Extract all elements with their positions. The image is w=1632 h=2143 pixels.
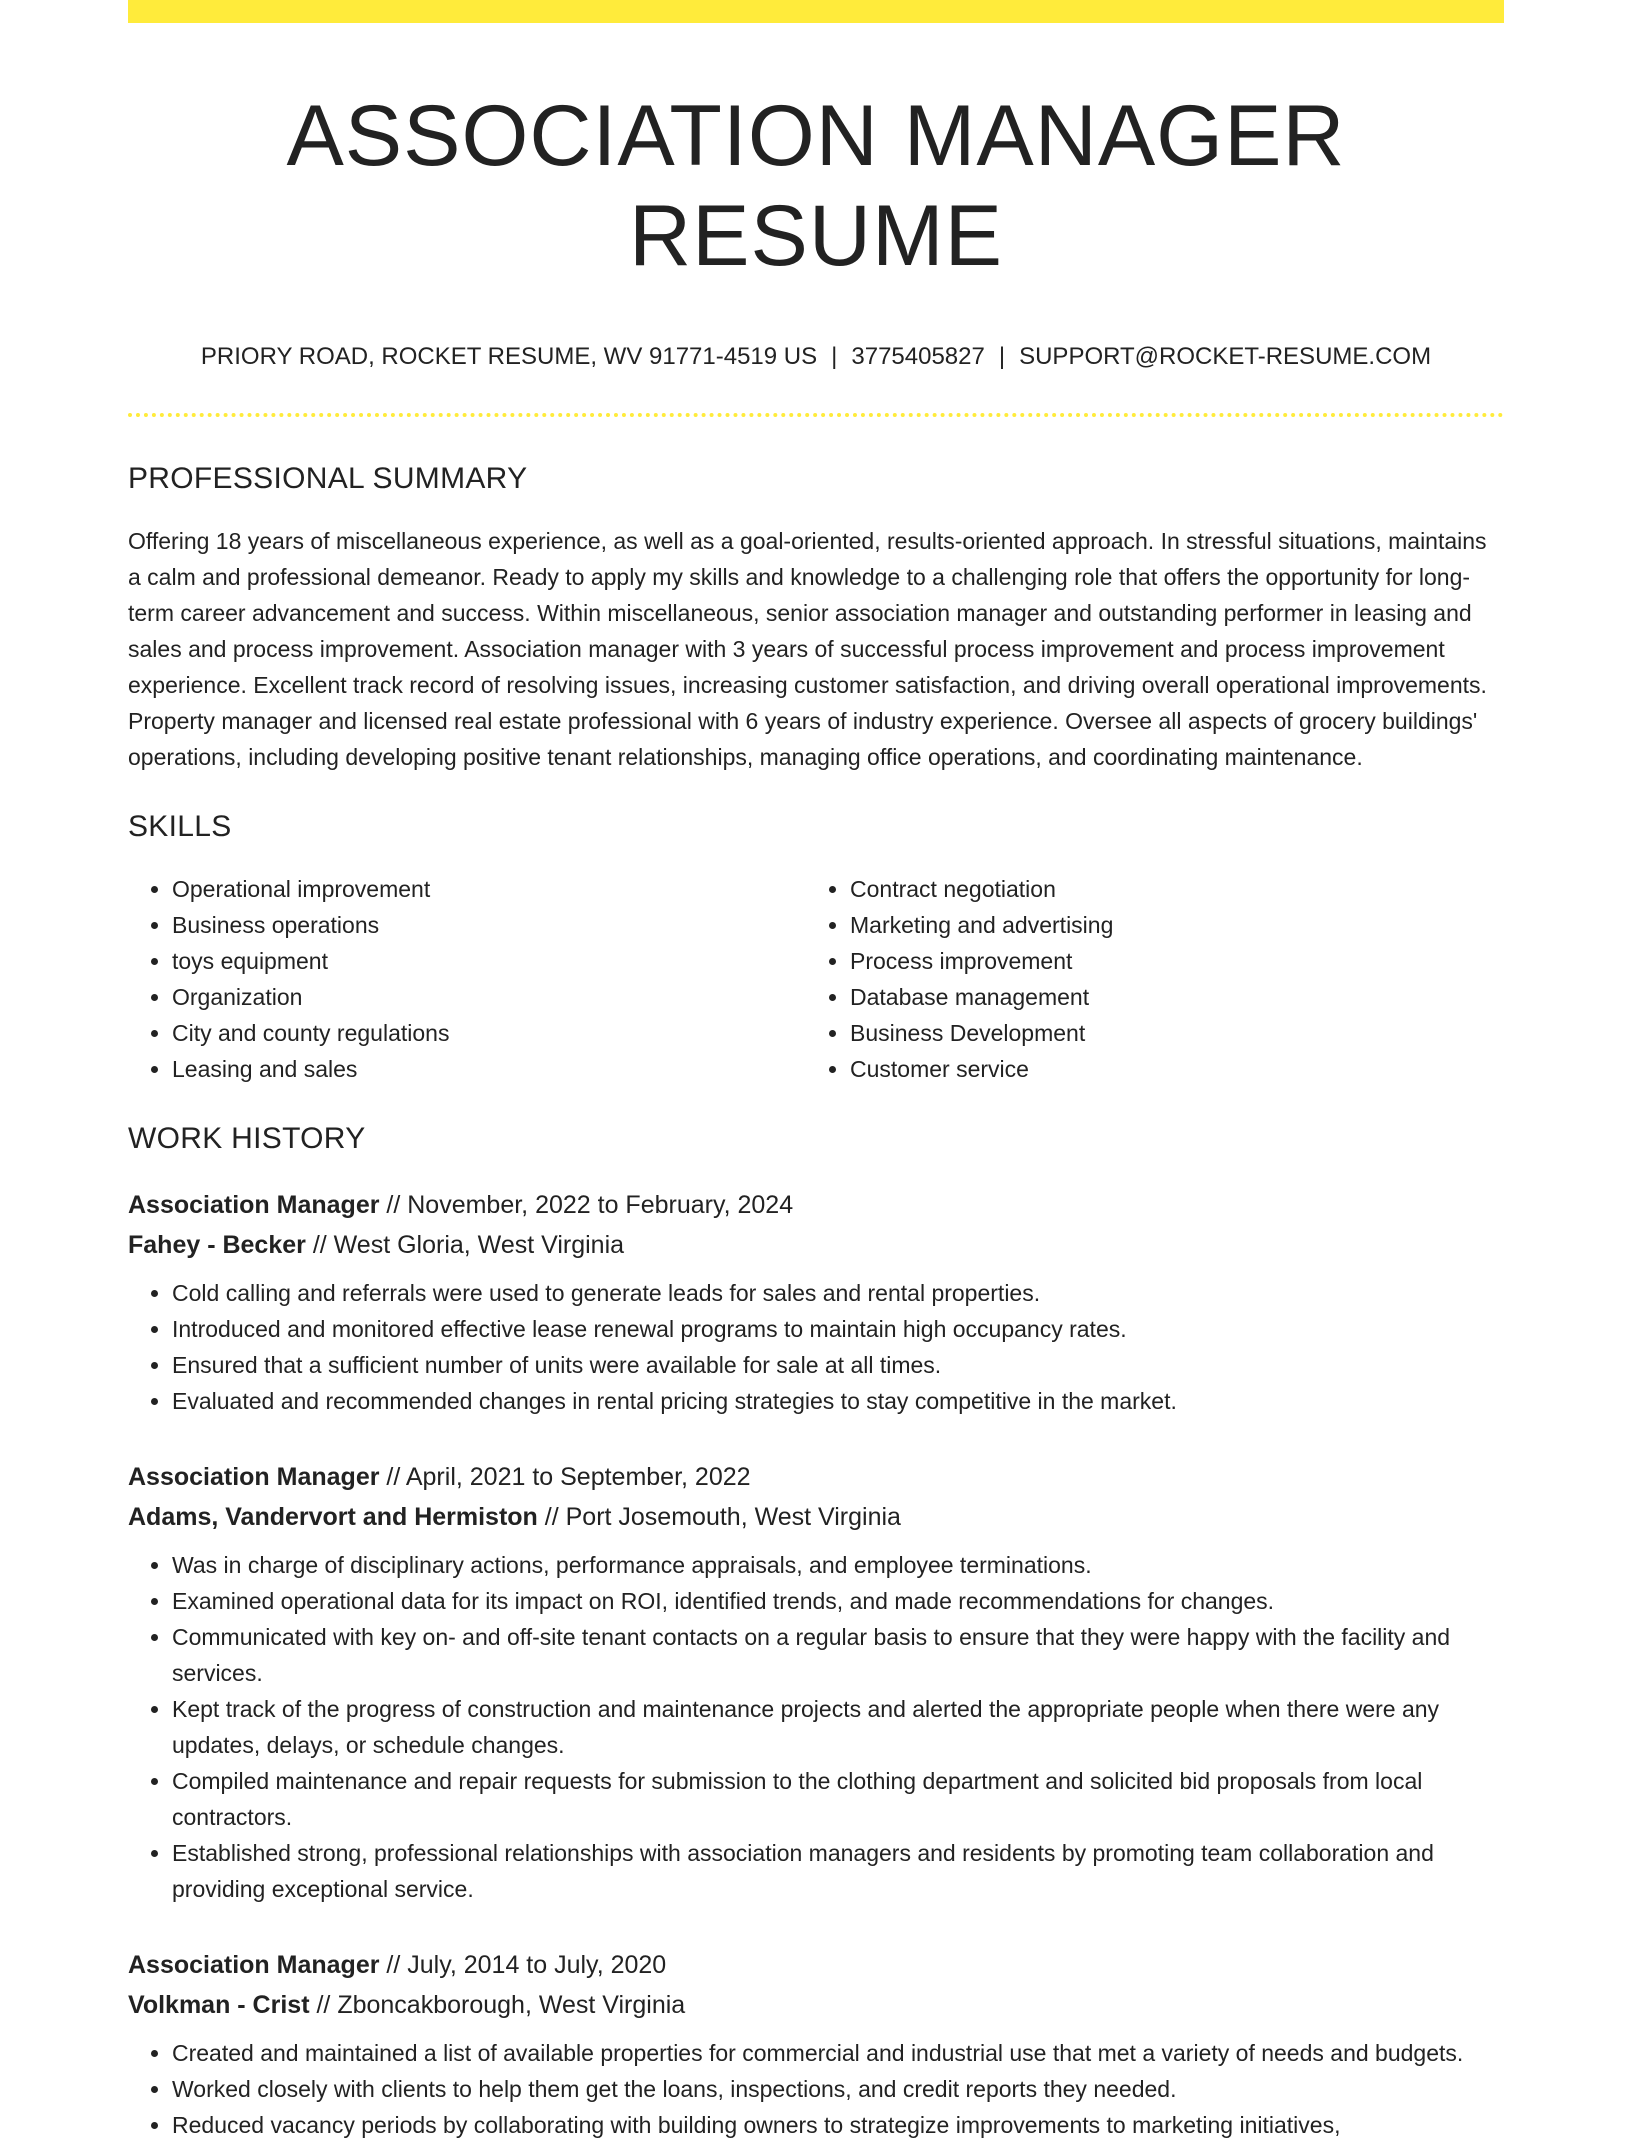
- job-location: // Port Josemouth, West Virginia: [537, 1503, 901, 1531]
- job-title-line: [128, 1457, 1504, 1497]
- job-bullets: [128, 1275, 1504, 1419]
- job-bullet: • Compiled maintenance and repair requests for submission to the clothing department and solicited bid proposals from local contractors.: [172, 1763, 1504, 1835]
- job-company: Fahey - Becker: [128, 1231, 306, 1259]
- job-dates: // April, 2021 to September, 2022: [379, 1463, 751, 1491]
- job-entry: [128, 1185, 1504, 1419]
- accent-bar: [128, 0, 1504, 23]
- skill-item: • City and county regulations: [172, 1015, 806, 1051]
- job-title: Association Manager: [128, 1951, 380, 1979]
- skill-item: • Business Development: [850, 1015, 1484, 1051]
- job-title-line: [128, 1185, 1504, 1225]
- skills-list-right: [806, 871, 1484, 1087]
- skills-heading: SKILLS: [128, 810, 232, 843]
- skill-item: • Marketing and advertising: [850, 907, 1484, 943]
- job-bullets: [128, 1547, 1504, 1907]
- skill-item: • Database management: [850, 979, 1484, 1015]
- skill-item: • Process improvement: [850, 943, 1484, 979]
- job-title: Association Manager: [128, 1191, 380, 1219]
- job-bullet: • Established strong, professional relationships with association managers and residents by promoting team collaboration and providing exceptional service.: [172, 1835, 1504, 1907]
- skills-columns: [128, 871, 1504, 1087]
- job-company: Volkman - Crist: [128, 1991, 310, 2019]
- job-dates: // July, 2014 to July, 2020: [379, 1951, 667, 1979]
- job-entry: [128, 1457, 1504, 1907]
- skill-item: • Customer service: [850, 1051, 1484, 1087]
- dotted-divider: [128, 413, 1504, 417]
- job-location: // Zboncakborough, West Virginia: [309, 1991, 686, 2019]
- contact-separator: |: [831, 343, 838, 370]
- contact-address: PRIORY ROAD, ROCKET RESUME, WV 91771-4519 US: [200, 343, 818, 370]
- job-bullets: [128, 2035, 1504, 2143]
- contact-line: [128, 342, 1504, 372]
- job-entry: [128, 1945, 1504, 2143]
- job-dates: // November, 2022 to February, 2024: [379, 1191, 794, 1219]
- skills-list-left: [128, 871, 806, 1087]
- job-company-line: [128, 1225, 1504, 1265]
- job-company-line: [128, 1985, 1504, 2025]
- contact-email: SUPPORT@ROCKET-RESUME.COM: [1019, 343, 1432, 370]
- job-company-line: [128, 1497, 1504, 1537]
- job-title: Association Manager: [128, 1463, 380, 1491]
- job-bullet: • Ensured that a sufficient number of units were available for sale at all times.: [172, 1347, 1504, 1383]
- summary-heading: PROFESSIONAL SUMMARY: [128, 462, 528, 495]
- resume-title: ASSOCIATION MANAGER RESUME: [286, 88, 1346, 284]
- skill-item: • Leasing and sales: [172, 1051, 806, 1087]
- skill-item: • Organization: [172, 979, 806, 1015]
- job-bullet: • Introduced and monitored effective lease renewal programs to maintain high occupancy rates.: [172, 1311, 1504, 1347]
- job-bullet: • Kept track of the progress of construction and maintenance projects and alerted the appropriate people when there were any updates, delays, or schedule changes.: [172, 1691, 1504, 1763]
- job-bullet: • Cold calling and referrals were used to generate leads for sales and rental properties.: [172, 1275, 1504, 1311]
- work-history-heading: WORK HISTORY: [128, 1122, 366, 1155]
- job-bullet: • Communicated with key on- and off-site tenant contacts on a regular basis to ensure that they were happy with the facility and services.: [172, 1619, 1504, 1691]
- contact-separator: |: [998, 343, 1006, 370]
- job-bullet: • Worked closely with clients to help them get the loans, inspections, and credit reports they needed.: [172, 2071, 1504, 2107]
- skill-item: • Business operations: [172, 907, 806, 943]
- job-title-line: [128, 1945, 1504, 1985]
- skill-item: • Operational improvement: [172, 871, 806, 907]
- job-company: Adams, Vandervort and Hermiston: [128, 1503, 538, 1531]
- contact-phone: 3775405827: [851, 343, 985, 370]
- job-location: // West Gloria, West Virginia: [305, 1231, 625, 1259]
- job-bullet: • Was in charge of disciplinary actions, performance appraisals, and employee terminations.: [172, 1547, 1504, 1583]
- summary-text: Offering 18 years of miscellaneous experience, as well as a goal-oriented, results-oriented approach. In stressful situations, maintains a calm and professional demeanor. Ready to apply my skills and knowledge to a challenging role that offers the opportunity for long-term career advancement and success. Within miscellaneous, senior association manager and outstanding performer in leasing and sales and process improvement. Association manager with 3 years of successful process improvement and process improvement experience. Excellent track record of resolving issues, increasing customer satisfaction, and driving overall operational improvements. Property manager and licensed real estate professional with 6 years of industry experience. Oversee all aspects of grocery buildings' operations, including developing positive tenant relationships, managing office operations, and coordinating maintenance.: [128, 528, 1487, 770]
- job-bullet: • Created and maintained a list of available properties for commercial and industrial use that met a variety of needs and budgets.: [172, 2035, 1504, 2071]
- skill-item: • toys equipment: [172, 943, 806, 979]
- job-bullet: • Examined operational data for its impact on ROI, identified trends, and made recommendations for changes.: [172, 1583, 1504, 1619]
- job-bullet: • Reduced vacancy periods by collaborating with building owners to strategize improvements to marketing initiatives,: [172, 2107, 1504, 2143]
- job-bullet: • Evaluated and recommended changes in rental pricing strategies to stay competitive in the market.: [172, 1383, 1504, 1419]
- resume-page: [128, 0, 1504, 2143]
- skill-item: • Contract negotiation: [850, 871, 1484, 907]
